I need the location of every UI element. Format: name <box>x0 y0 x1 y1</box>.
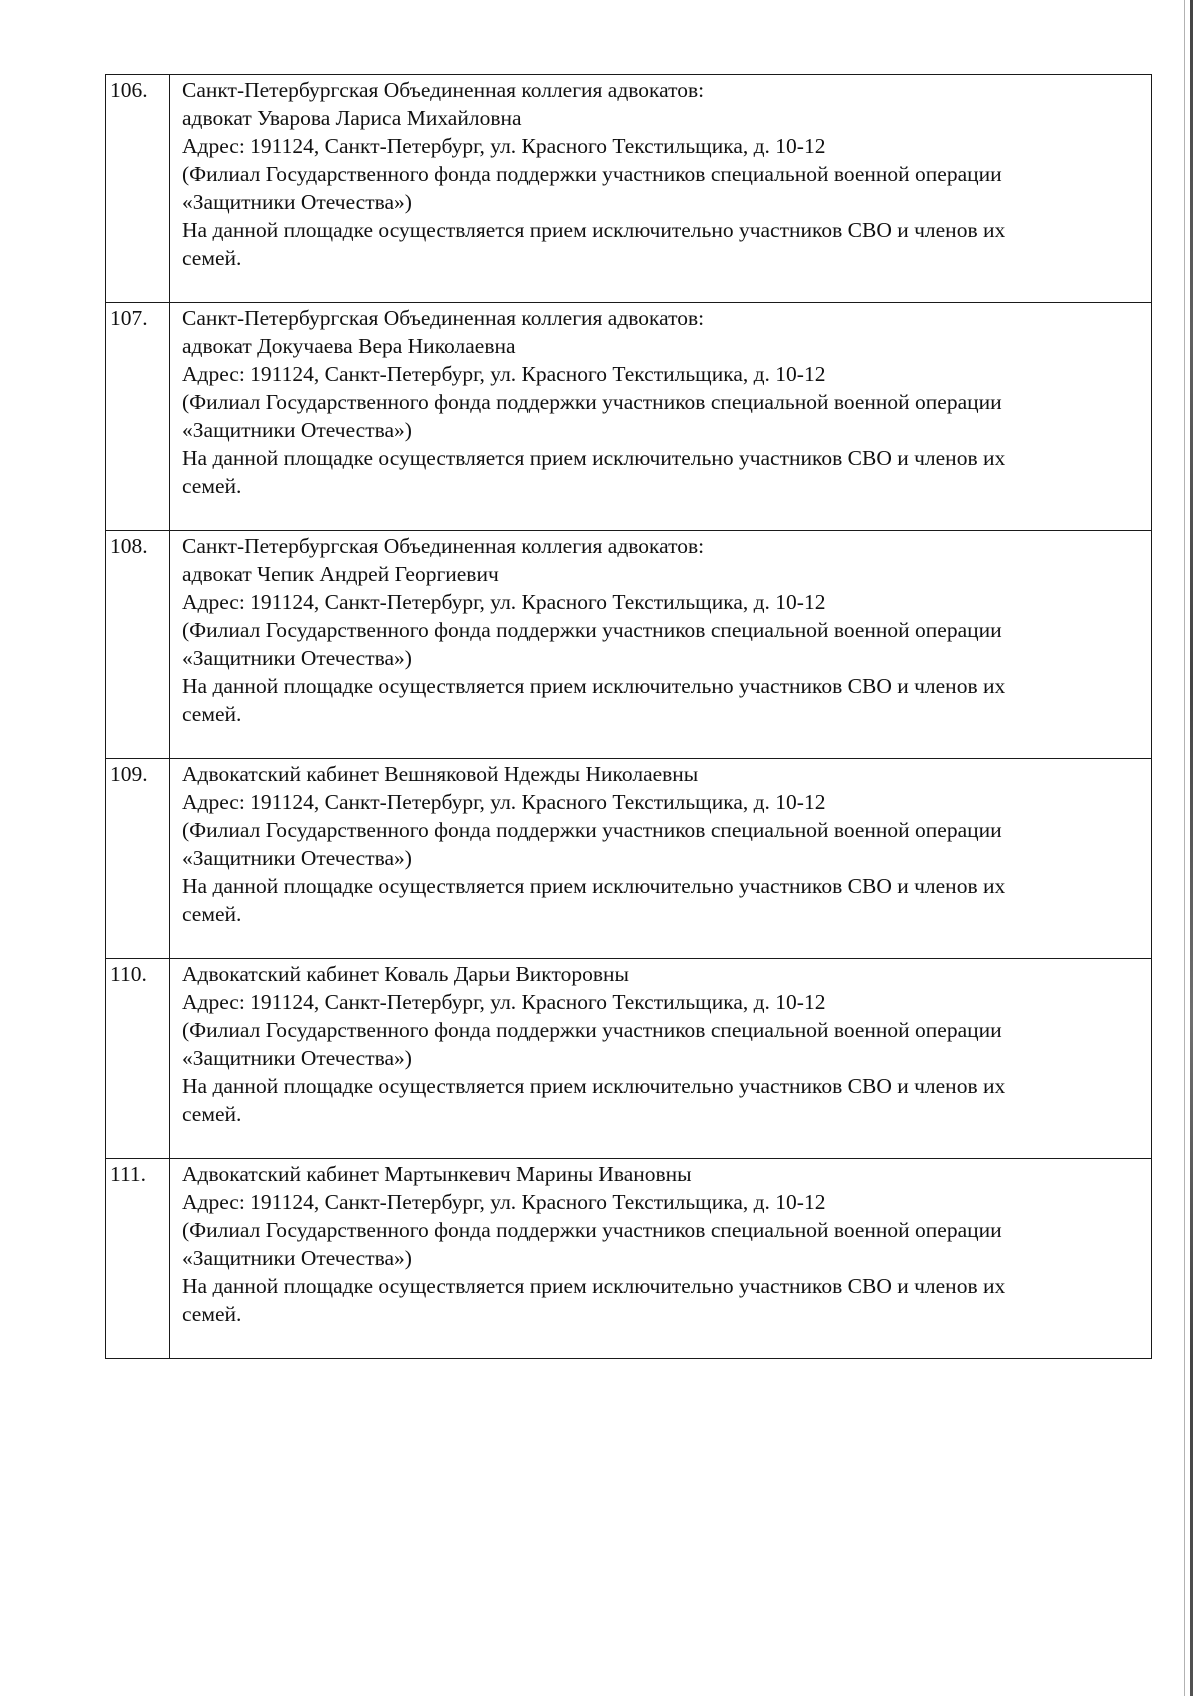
advocates-table <box>105 74 1152 1359</box>
entry-text-cell <box>170 759 1152 959</box>
entry-branch-name-line: «Защитники Отечества») <box>182 1246 412 1270</box>
entry-number-cell <box>106 75 170 303</box>
entry-address-line: Адрес: 191124, Санкт-Петербург, ул. Красного Текстильщика, д. 10-12 <box>182 1190 826 1214</box>
entry-org-line: Санкт-Петербургская Объединенная коллегия адвокатов: <box>182 78 705 102</box>
entry-address-line: Адрес: 191124, Санкт-Петербург, ул. Красного Текстильщика, д. 10-12 <box>182 362 826 386</box>
entry-note-line: На данной площадке осуществляется прием исключительно участников СВО и членов их <box>182 874 1006 898</box>
entry-branch-name-line: «Защитники Отечества») <box>182 190 412 214</box>
entry-note-end-line: семей. <box>182 702 242 726</box>
scan-edge-shadow <box>1184 0 1185 1696</box>
entry-branch-line: (Филиал Государственного фонда поддержки участников специальной военной операции <box>182 390 1002 414</box>
entry-number-cell <box>106 1159 170 1359</box>
entry-branch-line: (Филиал Государственного фонда поддержки участников специальной военной операции <box>182 1018 1002 1042</box>
entry-note-line: На данной площадке осуществляется прием исключительно участников СВО и членов их <box>182 446 1006 470</box>
entry-number-cell <box>106 531 170 759</box>
entry-address-line: Адрес: 191124, Санкт-Петербург, ул. Красного Текстильщика, д. 10-12 <box>182 790 826 814</box>
entry-note-end-line: семей. <box>182 246 242 270</box>
entry-note-line: На данной площадке осуществляется прием исключительно участников СВО и членов их <box>182 1274 1006 1298</box>
entry-branch-name-line: «Защитники Отечества») <box>182 418 412 442</box>
entry-number-cell <box>106 759 170 959</box>
entry-branch-name-line: «Защитники Отечества») <box>182 846 412 870</box>
entry-note-end-line: семей. <box>182 1302 242 1326</box>
table-row <box>106 75 1152 303</box>
entry-branch-name-line: «Защитники Отечества») <box>182 646 412 670</box>
entry-text-cell <box>170 1159 1152 1359</box>
entry-note-line: На данной площадке осуществляется прием исключительно участников СВО и членов их <box>182 674 1006 698</box>
entry-number: 107. <box>110 306 148 330</box>
entry-text-cell <box>170 959 1152 1159</box>
entry-number: 109. <box>110 762 148 786</box>
entry-number: 111. <box>110 1162 147 1186</box>
entry-org-line: Адвокатский кабинет Вешняковой Ндежды Николаевны <box>182 762 699 786</box>
entry-org-line: Санкт-Петербургская Объединенная коллегия адвокатов: <box>182 306 705 330</box>
entry-text-cell <box>170 75 1152 303</box>
entry-number-cell <box>106 959 170 1159</box>
entry-text-cell <box>170 303 1152 531</box>
entry-branch-line: (Филиал Государственного фонда поддержки участников специальной военной операции <box>182 818 1002 842</box>
table-row <box>106 959 1152 1159</box>
entry-note-end-line: семей. <box>182 1102 242 1126</box>
entry-number: 110. <box>110 962 147 986</box>
table-row <box>106 759 1152 959</box>
entry-address-line: Адрес: 191124, Санкт-Петербург, ул. Красного Текстильщика, д. 10-12 <box>182 590 826 614</box>
entry-number: 108. <box>110 534 148 558</box>
entry-lawyer-line: адвокат Докучаева Вера Николаевна <box>182 334 516 358</box>
table-row <box>106 531 1152 759</box>
entry-note-line: На данной площадке осуществляется прием исключительно участников СВО и членов их <box>182 218 1006 242</box>
entry-branch-line: (Филиал Государственного фонда поддержки участников специальной военной операции <box>182 162 1002 186</box>
entry-lawyer-line: адвокат Чепик Андрей Георгиевич <box>182 562 499 586</box>
entry-address-line: Адрес: 191124, Санкт-Петербург, ул. Красного Текстильщика, д. 10-12 <box>182 134 826 158</box>
table-row <box>106 303 1152 531</box>
entry-branch-line: (Филиал Государственного фонда поддержки участников специальной военной операции <box>182 1218 1002 1242</box>
entry-number: 106. <box>110 78 148 102</box>
scan-edge-line <box>1190 0 1193 1696</box>
entry-text-cell <box>170 531 1152 759</box>
entry-number-cell <box>106 303 170 531</box>
entry-note-end-line: семей. <box>182 902 242 926</box>
entry-org-line: Санкт-Петербургская Объединенная коллегия адвокатов: <box>182 534 705 558</box>
entry-org-line: Адвокатский кабинет Мартынкевич Марины Ивановны <box>182 1162 692 1186</box>
table-row <box>106 1159 1152 1359</box>
entry-note-line: На данной площадке осуществляется прием исключительно участников СВО и членов их <box>182 1074 1006 1098</box>
entry-lawyer-line: адвокат Уварова Лариса Михайловна <box>182 106 522 130</box>
entry-branch-line: (Филиал Государственного фонда поддержки участников специальной военной операции <box>182 618 1002 642</box>
entry-branch-name-line: «Защитники Отечества») <box>182 1046 412 1070</box>
entry-address-line: Адрес: 191124, Санкт-Петербург, ул. Красного Текстильщика, д. 10-12 <box>182 990 826 1014</box>
entry-org-line: Адвокатский кабинет Коваль Дарьи Викторовны <box>182 962 629 986</box>
entry-note-end-line: семей. <box>182 474 242 498</box>
